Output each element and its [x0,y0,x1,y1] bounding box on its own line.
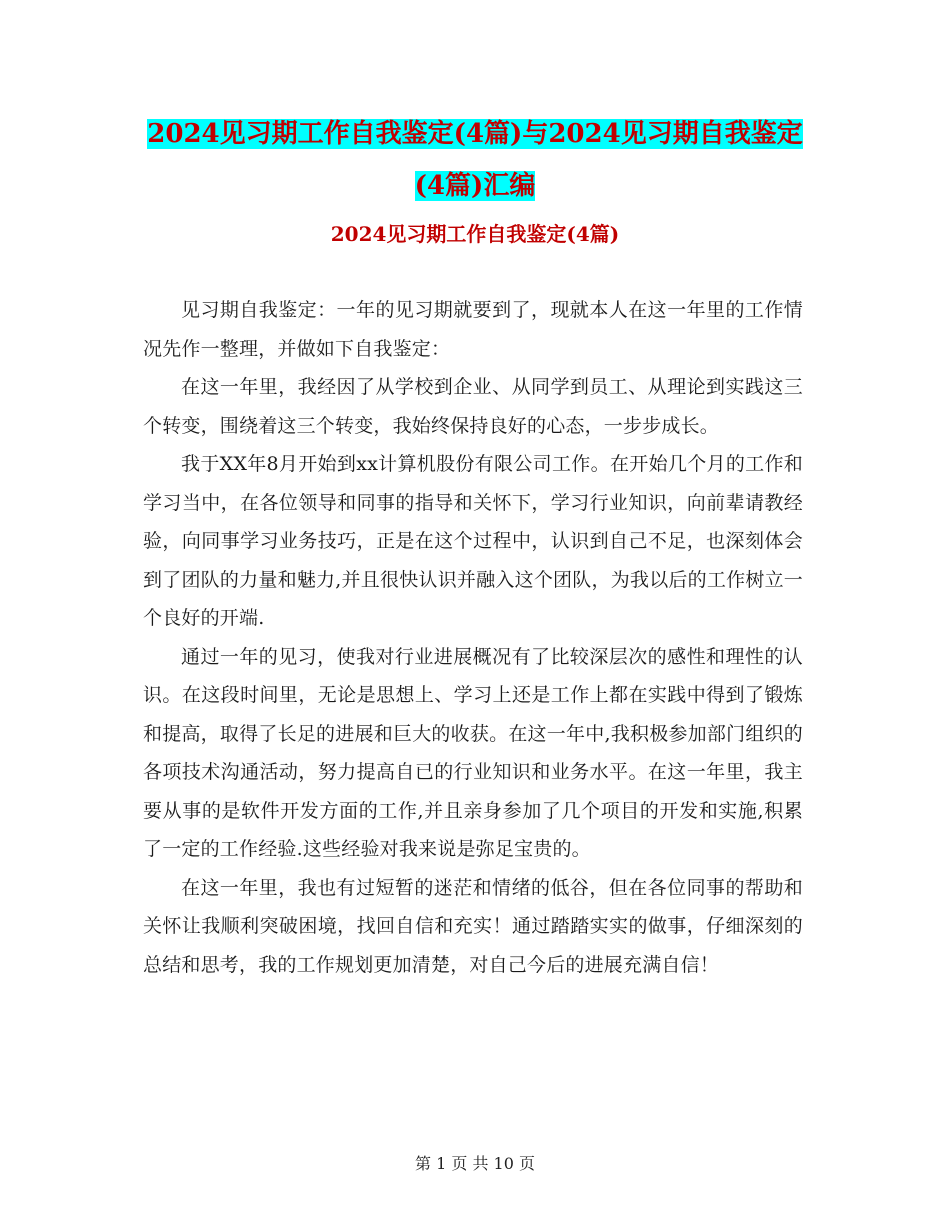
paragraph: 在这一年里，我经因了从学校到企业、从同学到员工、从理论到实践这三个转变，围绕着这三个转变，我始终保持良好的心态，一步步成长。 [143,376,803,437]
page-footer: 第 1 页 共 10 页 [415,1154,535,1173]
paragraph: 在这一年里，我也有过短暂的迷茫和情绪的低谷，但在各位同事的帮助和关怀让我顺利突破困境，找回自信和充实！通过踏踏实实的做事，仔细深刻的总结和思考，我的工作规划更加清楚，对自己今后的进展充满自信！ [143,876,803,976]
document-title [140,108,810,212]
paragraph: 我于XX年8月开始到xx计算机股份有限公司工作。在开始几个月的工作和学习当中，在各位领导和同事的指导和关怀下，学习行业知识，向前辈请教经验，向同事学习业务技巧，正是在这个过程中，认识到自己不足，也深刻体会到了团队的力量和魅力,并且很快认识并融入这个团队，为我以后的工作树立一个良好的开端. [143,453,803,629]
paragraph: 见习期自我鉴定：一年的见习期就要到了，现就本人在这一年里的工作情况先作一整理，并做如下自我鉴定： [143,299,803,360]
document-title-text: 2024见习期工作自我鉴定(4篇)与2024见习期自我鉴定(4篇)汇编 [147,119,803,201]
document-body [143,291,803,984]
section-title: 2024见习期工作自我鉴定(4篇) [330,222,620,246]
paragraph: 通过一年的见习，使我对行业进展概况有了比较深层次的感性和理性的认识。在这段时间里，无论是思想上、学习上还是工作上都在实践中得到了锻炼和提高，取得了长足的进展和巨大的收获。在这一年中,我积极参加部门组织的各项技术沟通活动，努力提高自已的行业知识和业务水平。在这一年里，我主要从事的是软件开发方面的工作,并且亲身参加了几个项目的开发和实施,积累了一定的工作经验.这些经验对我来说是弥足宝贵的。 [143,645,803,860]
